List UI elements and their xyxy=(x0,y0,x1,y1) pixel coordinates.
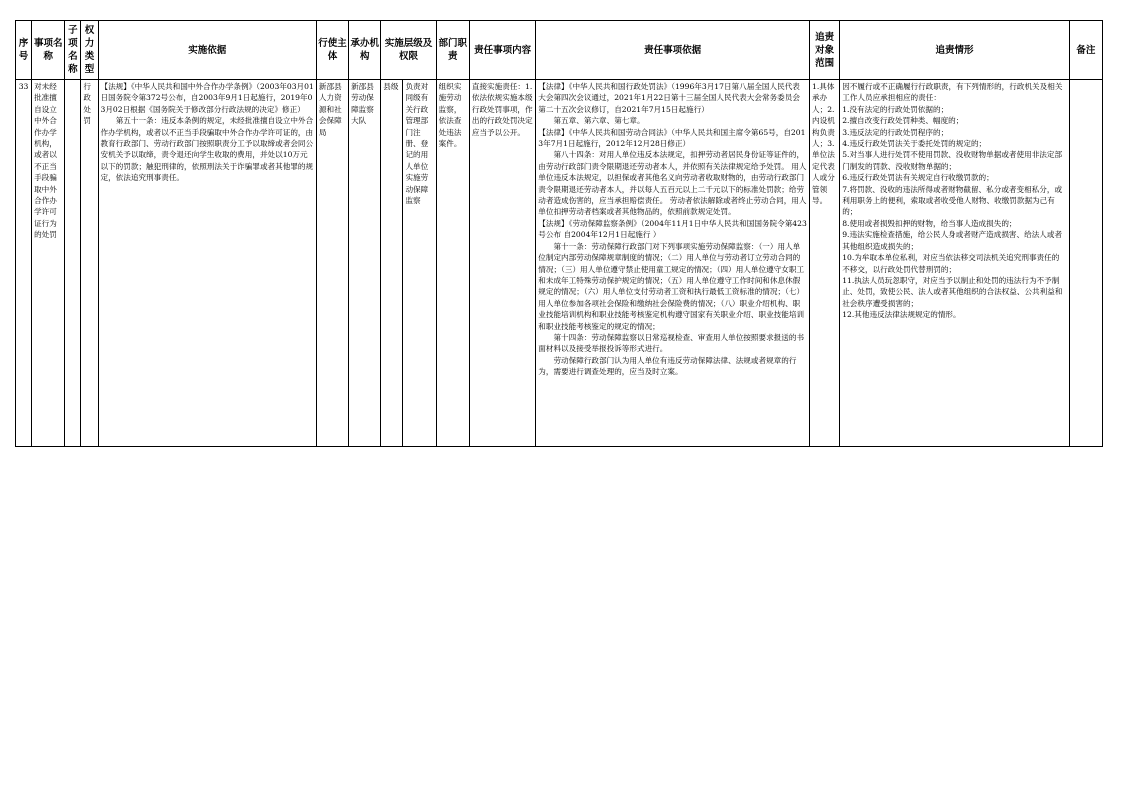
cell-level: 县级 xyxy=(381,80,403,447)
pursue-case-line: 12.其他违反法律法规规定的情形。 xyxy=(842,310,961,320)
power-list-table xyxy=(15,20,1103,447)
pursue-case-line: 3.违反法定的行政处罚程序的； xyxy=(842,127,949,137)
header-sub-item: 子项名称 xyxy=(65,21,81,80)
cell-sub-item xyxy=(65,80,81,447)
resp-basis-paragraph: 【法律】《中华人民共和国行政处罚法》（1996年3月17日第八届全国人民代表大会第四次会议通过，2021年1月22日第十三届全国人民代表大会常务委员会第二十五次会议修订，自2021年7月15日起施行） xyxy=(538,82,800,114)
resp-basis-paragraph: 第五章、第六章、第七章。 xyxy=(553,116,645,126)
basis-paragraph: 第五十一条：违反本条例的规定，未经批准擅自设立中外合作办学机构，或者以不正当手段骗取中外合作办学许可证的，由教育行政部门、劳动行政部门按照职责分工予以取缔或者会同公安机关予以取缔，责令退还向学生收取的费用，并处以10万元以下的罚款；触犯刑律的，依照刑法关于诈骗罪或者其他罪的规定，依法追究刑事责任。 xyxy=(100,116,314,183)
header-remark: 备注 xyxy=(1069,21,1102,80)
resp-basis-paragraph: 第十一条：劳动保障行政部门对下列事项实施劳动保障监察：（一）用人单位制定内部劳动保障规章制度的情况；（二）用人单位与劳动者订立劳动合同的情况；（三）用人单位遵守禁止使用童工规定的情况；（四）用人单位遵守女职工和未成年工特殊劳动保护规定的情况；（五）用人单位遵守工作时间和休息休假规定的情况；（六）用人单位支付劳动者工资和执行最低工资标准的情况；（七）用人单位参加各项社会保险和缴纳社会保险费的情况；（八）职业介绍机构、职业技能培训机构和职业技能考核鉴定机构遵守国家有关职业介绍、职业技能培训和职业技能考核鉴定的规定的情况； xyxy=(538,241,805,331)
cell-remark xyxy=(1069,80,1102,447)
header-power-type: 权力类型 xyxy=(81,21,98,80)
header-row xyxy=(16,21,1103,80)
cell-pursue-scope: 1.具体承办人；2.内设机构负责人；3.单位法定代表人或分管领导。 xyxy=(810,80,840,447)
header-seq: 序号 xyxy=(16,21,32,80)
pursue-case-line: 1.没有法定的行政处罚依据的； xyxy=(842,104,949,114)
table-row xyxy=(16,80,1103,447)
pursue-case-line: 6.违反行政处罚法有关规定自行收缴罚款的； xyxy=(842,173,994,183)
header-subject: 行使主体 xyxy=(316,21,348,80)
cell-pursue-case xyxy=(840,80,1069,447)
pursue-case-line: 9.违法实施检查措施，给公民人身或者财产造成损害、给法人或者其他组织造成损失的； xyxy=(842,230,1063,251)
cell-org: 新邵县劳动保障监察大队 xyxy=(349,80,381,447)
resp-basis-paragraph: 【法律】《中华人民共和国劳动合同法》（中华人民共和国主席令第65号，自2013年7月1日起施行，2012年12月28日修正） xyxy=(538,127,806,149)
pursue-case-line: 11.执法人员玩忽职守，对应当予以制止和处罚的违法行为不予制止、处罚，致使公民、法人或者其他组织的合法权益、公共利益和社会秩序遭受损害的； xyxy=(842,275,1063,308)
cell-item-name: 对未经批准擅自设立中外合作办学机构，或者以不正当手段骗取中外合作办学许可证行为的处罚 xyxy=(32,80,65,447)
cell-dept-duty: 组织实施劳动监察，依法查处违法案件。 xyxy=(436,80,469,447)
header-pursue-scope: 追责对象范围 xyxy=(810,21,840,80)
pursue-case-line: 7.将罚款、没收的违法所得或者财物截留、私分或者变相私分，或利用职务上的便利，索取或者收受他人财物、收缴罚款据为己有的； xyxy=(842,184,1063,217)
pursue-case-line: 10.为牟取本单位私利，对应当依法移交司法机关追究刑事责任的不移交，以行政处罚代替刑罚的； xyxy=(842,253,1060,274)
pursue-case-line: 2.擅自改变行政处罚种类、幅度的； xyxy=(842,116,964,126)
pursue-case-line: 4.违反行政处罚法关于委托处罚的规定的； xyxy=(842,139,987,149)
pursue-case-line: 8.使用或者损毁扣押的财物，给当事人造成损失的； xyxy=(842,218,1017,228)
cell-power-type: 行政处罚 xyxy=(81,80,98,447)
header-dept-duty: 部门职责 xyxy=(436,21,469,80)
cell-subject: 新邵县人力资源和社会保障局 xyxy=(316,80,348,447)
cell-basis xyxy=(98,80,316,447)
header-resp-content: 责任事项内容 xyxy=(469,21,535,80)
pursue-case-line: 5.对当事人进行处罚不使用罚款、没收财物单据或者使用非法定部门制发的罚款、没收财物单据的； xyxy=(842,150,1063,171)
header-resp-basis: 责任事项依据 xyxy=(536,21,810,80)
cell-level-auth: 负责对同级有关行政管理部门注册、登记的用人单位实施劳动保障监察 xyxy=(403,80,436,447)
cell-resp-basis xyxy=(536,80,810,447)
cell-seq: 33 xyxy=(16,80,32,447)
header-pursue-case: 追责情形 xyxy=(840,21,1069,80)
resp-basis-paragraph: 劳动保障行政部门认为用人单位有违反劳动保障法律、法规或者规章的行为，需要进行调查处理的，应当及时立案。 xyxy=(538,355,797,377)
header-basis: 实施依据 xyxy=(98,21,316,80)
header-item-name: 事项名称 xyxy=(32,21,65,80)
header-org: 承办机构 xyxy=(349,21,381,80)
resp-basis-paragraph: 【法规】《劳动保障监察条例》（2004年11月1日中华人民共和国国务院令第423号公布 自2004年12月1日起施行 ） xyxy=(538,218,807,240)
basis-paragraph: 【法规】《中华人民共和国中外合作办学条例》（2003年03月01日国务院令第372号公布，自2003年9月1日起施行，2019年03月02日根据《国务院关于修改部分行政法规的决定》修正） xyxy=(100,82,314,114)
resp-basis-paragraph: 第八十四条：对用人单位违反本法规定，扣押劳动者居民身份证等证件的，由劳动行政部门责令限期退还劳动者本人，并依照有关法律规定给予处罚。 用人单位违反本法规定，以担保或者其他名义向劳动者收取财物的，由劳动行政部门责令限期退还劳动者本人，并以每人五百元以上二千元以下的标准处罚款；给劳动者造成伤害的，应当承担赔偿责任。 劳动者依法解除或者终止劳动合同，用人单位扣押劳动者档案或者其他物品的，依照前款规定处罚。 xyxy=(538,150,807,217)
header-level: 实施层级及权限 xyxy=(381,21,436,80)
resp-basis-paragraph: 第十四条：劳动保障监察以日常巡视检查、审查用人单位按照要求报送的书面材料以及接受举报投诉等形式进行。 xyxy=(538,332,805,354)
cell-resp-content: 直接实施责任：1.依法依规实施本级行政处罚事项，作出的行政处罚决定应当予以公开。 xyxy=(469,80,535,447)
pursue-case-line: 因不履行或不正确履行行政职责，有下列情形的，行政机关及相关工作人员应承担相应的责任： xyxy=(842,82,1063,103)
